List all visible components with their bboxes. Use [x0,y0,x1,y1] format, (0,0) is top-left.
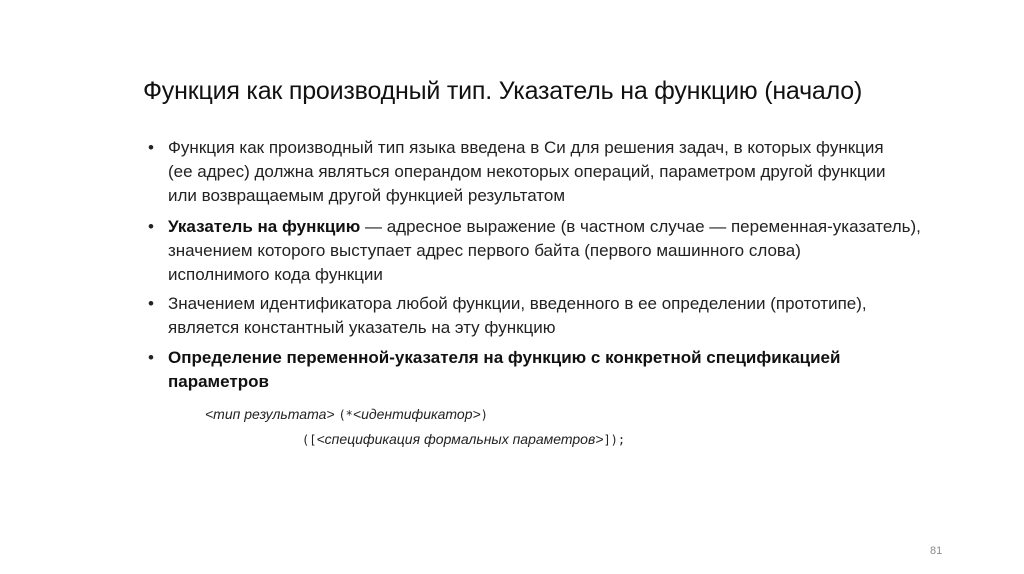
bullet-text-line: Определение переменной-указателя на функцию с конкретной спецификацией [168,348,841,367]
bullet-text-line: является константный указатель на эту функцию [168,318,556,337]
syntax-close-bracket: ]); [603,433,626,447]
bullet-text-line: исполнимого кода функции [168,265,383,284]
syntax-formal-params: <спецификация формальных параметров> [316,431,604,447]
bullet-text-line: (ее адрес) должна являться операндом некоторых операций, параметром другой функции [168,162,886,181]
bullet-text-line: значением которого выступает адрес первого байта (первого машинного слова) [168,241,801,260]
term-function-pointer: Указатель на функцию [168,217,361,236]
syntax-line-declarator [205,405,488,424]
bullet-item-function-as-type [146,136,886,208]
syntax-close-paren: ) [480,408,488,422]
bullet-item-identifier-value [146,292,867,340]
bullet-first-line [168,215,921,239]
syntax-result-type: <тип результата> [205,406,335,422]
bullet-list [146,136,921,394]
syntax-identifier: <идентификатор> [352,406,481,422]
slide-title: Функция как производный тип. Указатель на функцию (начало) [143,77,863,105]
bullet-marker: • [148,348,154,367]
syntax-line-parameters [302,430,625,449]
syntax-open-paren-star: (* [338,408,353,422]
bullet-marker: • [148,138,154,157]
bullet-text-line: Значением идентификатора любой функции, введенного в ее определении (прототипе), [168,294,867,313]
bullet-text-line: Функция как производный тип языка введена в Си для решения задач, в которых функция [168,138,884,157]
page-number: 81 [930,545,943,557]
syntax-open-bracket: ([ [302,433,317,447]
bullet-item-pointer-definition [146,346,846,394]
bullet-marker: • [148,294,154,313]
bullet-marker: • [148,217,154,236]
bullet-item-function-pointer [146,215,921,287]
bullet-text-line: или возвращаемым другой функцией результатом [168,186,566,205]
bullet-text-line: параметров [168,372,269,391]
definition-text: — адресное выражение (в частном случае — переменная-указатель), [360,217,921,236]
